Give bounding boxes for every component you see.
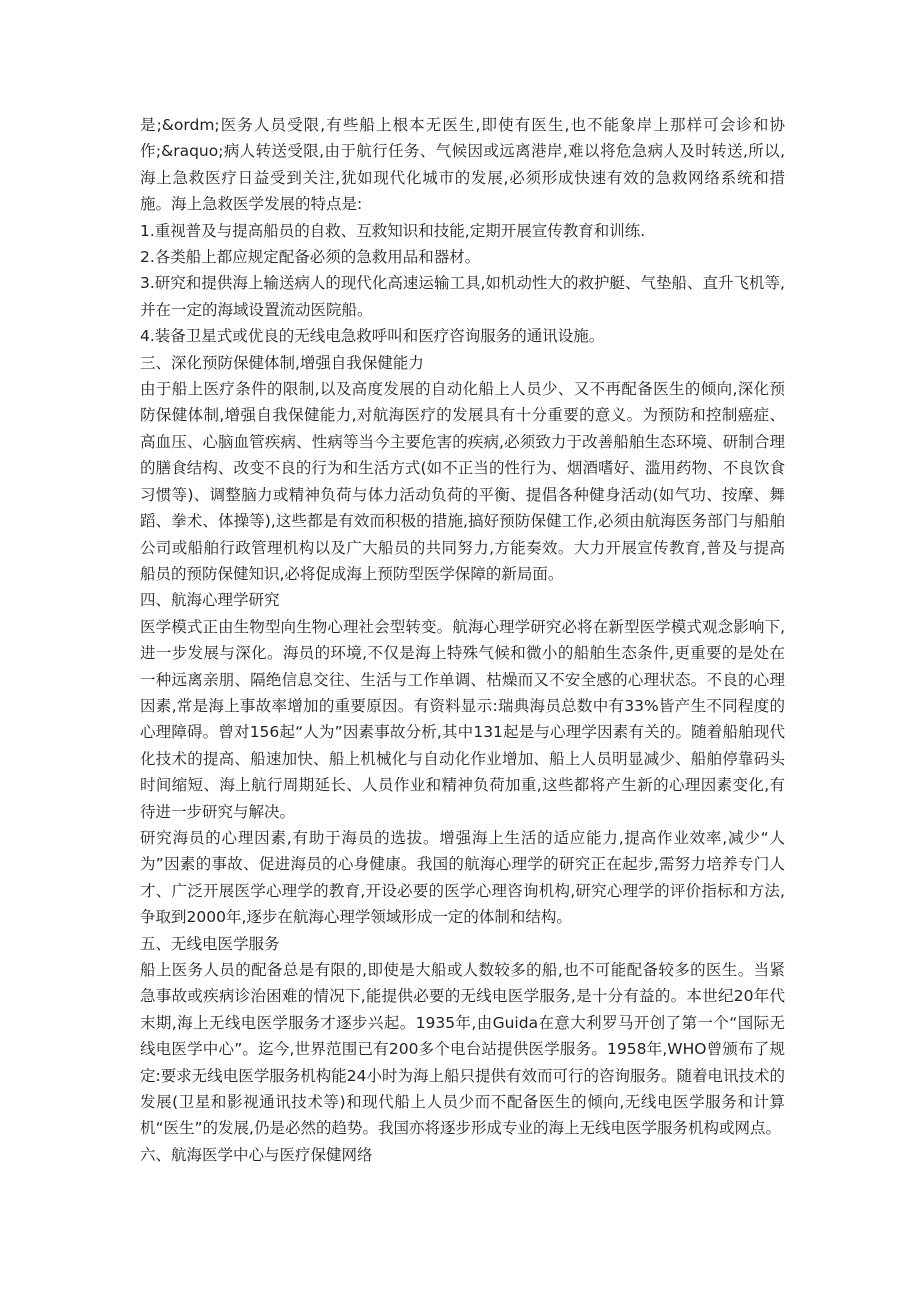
document-page [140,112,785,1168]
body-paragraph: 医学模式正由生物型向生物心理社会型转变。航海心理学研究必将在新型医学模式观念影响下,进一步发展与深化。海员的环境,不仅是海上特殊气候和微小的船舶生态条件,更重要的是处在一种远离亲朋、隔绝信息交往、生活与工作单调、枯燥而又不安全感的心理状态。不良的心理因素,常是海上事故率增加的重要原因。有资料显示:瑞典海员总数中有33%皆产生不同程度的心理障碍。曾对156起“人为”因素事故分析,其中131起是与心理学因素有关的。随着船舶现代化技术的提高、船速加快、船上机械化与自动化作业增加、船上人员明显减少、船舶停靠码头时间缩短、海上航行周期延长、人员作业和精神负荷加重,这些都将产生新的心理因素变化,有待进一步研究与解决。 [140,617,785,821]
section-heading: 四、航海心理学研究 [140,591,280,610]
section-heading: 三、深化预防保健体制,增强自我保健能力 [140,353,424,372]
list-item: 3.研究和提供海上输送病人的现代化高速运输工具,如机动性大的救护艇、气垫船、直升飞机等,并在一定的海域设置流动医院船。 [140,274,785,319]
section-heading: 六、航海医学中心与医疗保健网络 [140,1145,373,1164]
section-heading: 五、无线电医学服务 [140,934,280,953]
body-paragraph: 船上医务人员的配备总是有限的,即使是大船或人数较多的船,也不可能配备较多的医生。当紧急事故或疾病诊治困难的情况下,能提供必要的无线电医学服务,是十分有益的。本世纪20年代末期,海上无线电医学服务才逐步兴起。1935年,由Guida在意大利罗马开创了第一个“国际无线电医学中心”。迄今,世界范围已有200多个电台站提供医学服务。1958年,WHO曾颁布了规定:要求无线电医学服务机构能24小时为海上船只提供有效而可行的咨询服务。随着电讯技术的发展(卫星和影视通讯技术等)和现代船上人员少而不配备医生的倾向,无线电医学服务和计算机“医生”的发展,仍是必然的趋势。我国亦将逐步形成专业的海上无线电医学服务机构或网点。 [140,961,785,1138]
list-item: 1.重视普及与提高船员的自救、互救知识和技能,定期开展宣传教育和训练. [140,221,646,240]
list-item: 2.各类船上都应规定配备必须的急救用品和器材。 [140,248,481,267]
body-paragraph: 是;&ordm;医务人员受限,有些船上根本无医生,即使有医生,也不能象岸上那样可会诊和协作;&raquo;病人转送受限,由于航行任务、气候因或远离港岸,难以将危急病人及时转送,所以,海上急救医疗日益受到关注,犹如现代化城市的发展,必须形成快速有效的急救网络系统和措施。海上急救医学发展的特点是: [140,116,785,214]
body-paragraph: 由于船上医疗条件的限制,以及高度发展的自动化船上人员少、又不再配备医生的倾向,深化预防保健体制,增强自我保健能力,对航海医疗的发展具有十分重要的意义。为预防和控制癌症、高血压、心脑血管疾病、性病等当今主要危害的疾病,必须致力于改善船舶生态环境、研制合理的膳食结构、改变不良的行为和生活方式(如不正当的性行为、烟酒嗜好、滥用药物、不良饮食习惯等)、调整脑力或精神负荷与体力活动负荷的平衡、提倡各种健身活动(如气功、按摩、舞蹈、拳术、体操等),这些都是有效而积极的措施,搞好预防保健工作,必须由航海医务部门与船舶公司或船舶行政管理机构以及广大船员的共同努力,方能奏效。大力开展宣传教育,普及与提高船员的预防保健知识,必将促成海上预防型医学保障的新局面。 [140,380,785,583]
body-paragraph: 研究海员的心理因素,有助于海员的选拔。增强海上生活的适应能力,提高作业效率,减少“人为”因素的事故、促进海员的心身健康。我国的航海心理学的研究正在起步,需努力培养专门人才、广泛开展医学心理学的教育,开设必要的医学心理咨询机构,研究心理学的评价指标和方法,争取到2000年,逐步在航海心理学领域形成一定的体制和结构。 [140,828,785,927]
list-item: 4.装备卫星式或优良的无线电急救呼叫和医疗咨询服务的通讯设施。 [140,327,605,346]
